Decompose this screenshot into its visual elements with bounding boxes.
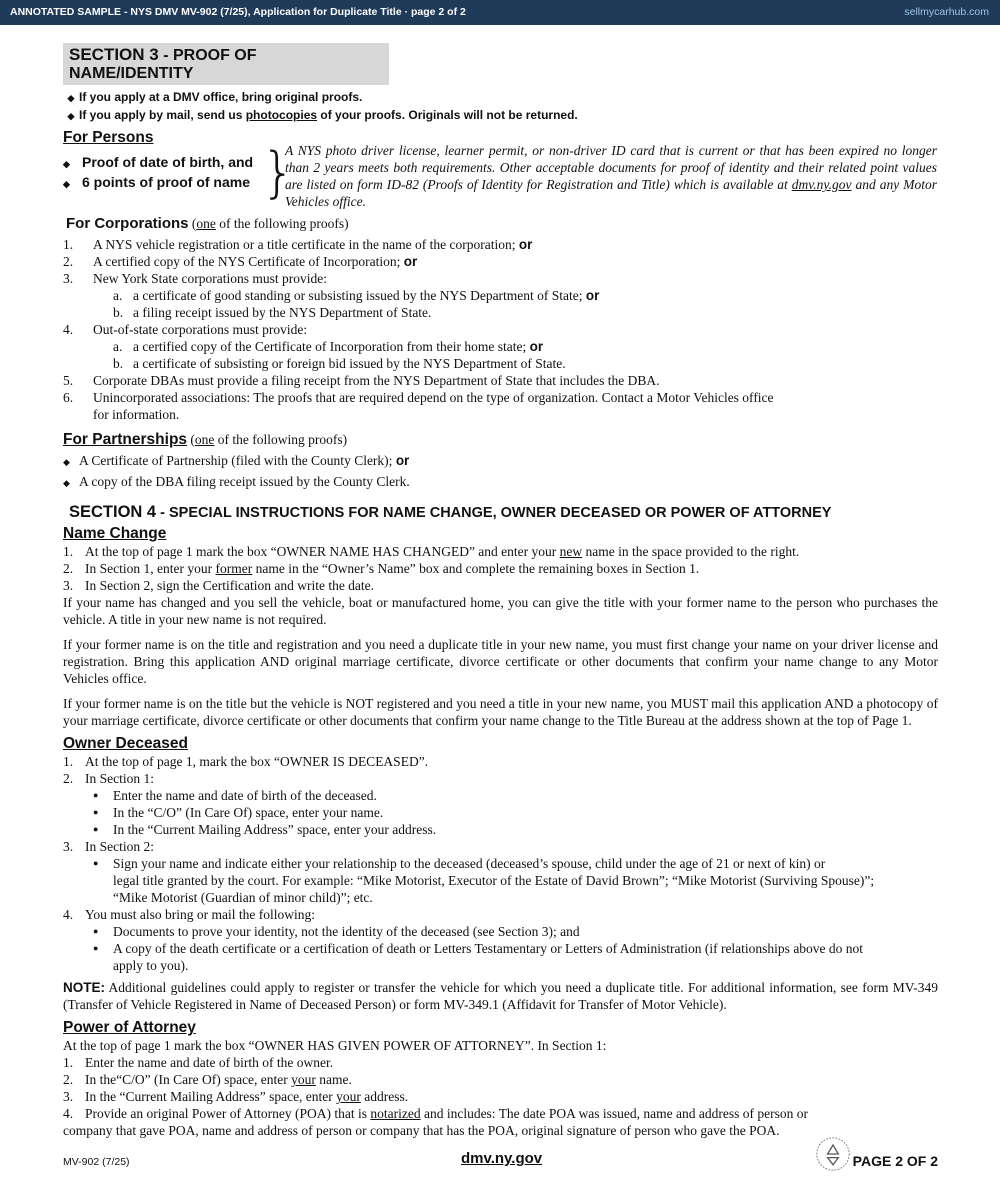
list-item: ● Documents to prove your identity, not the identity of the deceased (see Section 3); and (93, 924, 580, 939)
list-item: 4. Provide an original Power of Attorney (POA) that is notarized and includes: The date POA was issued, name and address of person or (63, 1106, 808, 1121)
poa-intro: At the top of page 1 mark the box “OWNER HAS GIVEN POWER OF ATTORNEY”. In Section 1: (63, 1038, 607, 1053)
corporations-list-cont (63, 321, 938, 338)
owner-deceased-list (63, 753, 938, 787)
bullet-icon: ● (93, 807, 99, 817)
list-item: 3. In the “Current Mailing Address” space, enter your address. (63, 1089, 409, 1104)
recycle-logo-icon (815, 1136, 851, 1172)
list-item: 2. A certified copy of the NYS Certificate of Incorporation; or (63, 254, 418, 269)
owner-deceased-heading: Owner Deceased (63, 735, 188, 752)
section-3-heading: SECTION 3 - PROOF OF NAME/IDENTITY (63, 43, 389, 85)
banner-title: ANNOTATED SAMPLE - NYS DMV MV-902 (7/25), Application for Duplicate Title · page 2 of 2 (10, 6, 466, 18)
list-item: ◆ A Certificate of Partnership (filed with the County Clerk); or (63, 451, 938, 472)
partnerships-list (63, 451, 938, 493)
form-number: MV-902 (7/25) (63, 1156, 130, 1168)
list-item: b. a certificate of subsisting or foreign bid issued by the NYS Department of State. (113, 356, 566, 371)
bullet-icon: ● (93, 824, 99, 834)
list-item: 2. In Section 1, enter your former name in the “Owner’s Name” box and complete the remaining boxes in Section 1. (63, 561, 700, 576)
corporations-list-end (63, 372, 938, 423)
persons-req-points: ◆ 6 points of proof of name (63, 174, 250, 190)
section-3-note-office: ◆ If you apply at a DMV office, bring original proofs. (63, 90, 938, 104)
diamond-bullet-icon: ◆ (63, 179, 70, 189)
list-item: b. a filing receipt issued by the NYS Department of State. (113, 305, 432, 320)
page-number: PAGE 2 OF 2 (852, 1153, 938, 1169)
name-change-heading: Name Change (63, 525, 167, 542)
list-item: ◆ A copy of the DBA filing receipt issued by the County Clerk. (63, 472, 938, 493)
list-item: 6. Unincorporated associations: The proofs that are required depend on the type of organization. Contact a Motor Vehicles office for information. (63, 390, 774, 422)
list-item: ● Enter the name and date of birth of the deceased. (93, 788, 377, 803)
owner-deceased-note: NOTE: Additional guidelines could apply to register or transfer the vehicle for which you need a duplicate title. For additional information, see form MV-349 (Transfer of Vehicle Registered in Name of Deceased Person) or form MV-349.1 (Affidavit for Transfer of Motor Vehicle). (63, 980, 938, 1012)
list-item: a. a certified copy of the Certificate of Incorporation from their home state; or (113, 339, 544, 354)
list-item: 3. New York State corporations must provide: (63, 271, 327, 286)
list-item: ● In the “C/O” (In Care Of) space, enter your name. (93, 805, 384, 820)
section-4-heading: SECTION 4 - SPECIAL INSTRUCTIONS FOR NAME CHANGE, OWNER DECEASED OR POWER OF ATTORNEY (69, 503, 832, 521)
section-3-note-mail: ◆ If you apply by mail, send us photocopies of your proofs. Originals will not be returned. (63, 108, 938, 122)
footer-site-link[interactable]: dmv.ny.gov (461, 1150, 543, 1167)
owner-deceased-list-3 (63, 838, 938, 855)
dmv-link[interactable]: dmv.ny.gov (791, 177, 852, 192)
list-item: ● A copy of the death certificate or a certification of death or Letters Testamentary or Letters of Administration (if relationships above do not apply to you). (93, 941, 864, 973)
name-change-para-3: If your former name is on the title but the vehicle is NOT registered and you need a title in your new name, you MUST mail this application AND a photocopy of your marriage certificate, divorce certificate or other documents that confirm your name change to the Title Bureau at the address shown at the top of Page 1. (63, 696, 938, 728)
page-footer (63, 1150, 938, 1175)
list-item: 5. Corporate DBAs must provide a filing receipt from the NYS Department of State that includes the DBA. (63, 373, 660, 388)
persons-req-dob: ◆ Proof of date of birth, and (63, 154, 254, 170)
poa-item-4-cont: company that gave POA, name and address of person or company that has the POA, original signature of person who gave the POA. (63, 1123, 780, 1138)
bullet-icon: ● (93, 926, 99, 936)
name-change-para-2: If your former name is on the title and registration and you need a duplicate title in your new name, you must first change your name on your driver license and registration. Bring this application AND original marriage certificate, divorce certificate or other documents that confirm your name change to any Motor Vehicles office. (63, 637, 938, 686)
power-of-attorney-heading: Power of Attorney (63, 1019, 196, 1036)
diamond-bullet-icon: ◆ (63, 457, 70, 467)
name-change-list (63, 543, 938, 594)
list-item: 2. In the“C/O” (In Care Of) space, enter your name. (63, 1072, 352, 1087)
list-item: 4. You must also bring or mail the following: (63, 907, 316, 922)
persons-explanation: A NYS photo driver license, learner permit, or non-driver ID card that is current or that has been expired no longer than 2 years meets both requirements. Other acceptable documents for proof of identity and their related point values are listed on form ID-82 (Proofs of Identity for Registration and Title) which is available at dmv.ny.gov and any Motor Vehicles office. (285, 143, 937, 209)
diamond-bullet-icon: ◆ (63, 478, 70, 488)
poa-list (63, 1054, 938, 1122)
for-persons-block (63, 141, 938, 210)
for-corporations-heading: For Corporations (one of the following proofs) (66, 215, 349, 232)
banner-site-link[interactable]: sellmycarhub.com (904, 6, 989, 18)
list-item: 2. In Section 1: (63, 771, 154, 786)
diamond-bullet-icon: ◆ (67, 93, 75, 103)
diamond-bullet-icon: ◆ (67, 111, 75, 121)
list-item: 3. In Section 2: (63, 839, 154, 854)
form-page (63, 43, 938, 1139)
corporations-list (63, 236, 938, 287)
list-item: 1. Enter the name and date of birth of the owner. (63, 1055, 334, 1070)
bullet-icon: ● (93, 790, 99, 800)
list-item: 3. In Section 2, sign the Certification and write the date. (63, 578, 375, 593)
bullet-icon: ● (93, 858, 99, 868)
annotation-banner (0, 0, 1000, 25)
diamond-bullet-icon: ◆ (63, 159, 70, 169)
list-item: 1. A NYS vehicle registration or a title certificate in the name of the corporation; or (63, 237, 533, 252)
list-item: ● Sign your name and indicate either your relationship to the deceased (deceased’s spouse, child under the age of 21 or next of kin) or legal title granted by the court. For example: “Mike Motorist, Executor of the Estate of David Brown”; “Mike Motorist (Surviving Spouse)”; “Mike Motorist (Guardian of minor child)”; etc. (93, 856, 875, 905)
list-item: 1. At the top of page 1, mark the box “OWNER IS DECEASED”. (63, 754, 429, 769)
for-partnerships-heading: For Partnerships (one of the following proofs) (63, 431, 348, 448)
brace-icon: } (261, 141, 296, 204)
list-item: ● In the “Current Mailing Address” space, enter your address. (93, 822, 437, 837)
list-item: a. a certificate of good standing or subsisting issued by the NYS Department of State; or (113, 288, 600, 303)
list-item: 1. At the top of page 1 mark the box “OWNER NAME HAS CHANGED” and enter your new name in the space provided to the right. (63, 544, 800, 559)
owner-deceased-list-4 (63, 906, 938, 923)
list-item: 4. Out-of-state corporations must provide: (63, 322, 308, 337)
for-persons-heading: For Persons (63, 129, 154, 146)
bullet-icon: ● (93, 943, 99, 953)
name-change-para-1: If your name has changed and you sell the vehicle, boat or manufactured home, you can give the title with your former name to the person who purchases the vehicle. A title in your new name is not required. (63, 595, 938, 627)
